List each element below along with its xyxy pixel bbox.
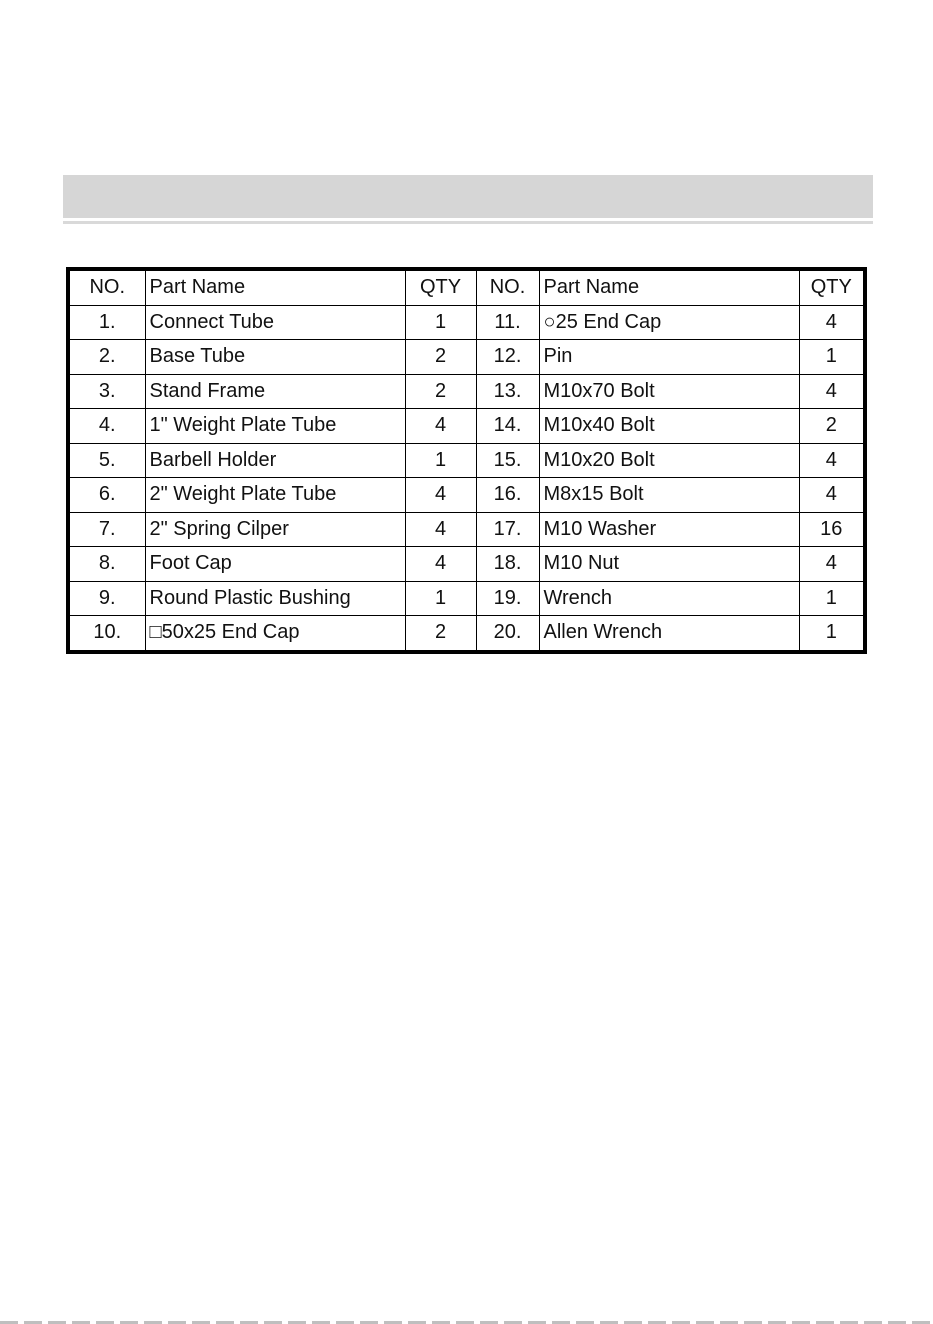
part-number: 5. bbox=[68, 443, 145, 478]
table-row bbox=[68, 340, 865, 375]
part-name: M10 Nut bbox=[539, 547, 799, 582]
part-name: 2" Spring Cilper bbox=[145, 512, 405, 547]
table-row bbox=[68, 478, 865, 513]
part-number: 14. bbox=[476, 409, 539, 444]
part-number: 11. bbox=[476, 305, 539, 340]
table-row bbox=[68, 443, 865, 478]
part-qty: 4 bbox=[405, 547, 476, 582]
part-number: 7. bbox=[68, 512, 145, 547]
header-part-name: Part Name bbox=[145, 269, 405, 305]
header-part-name-2: Part Name bbox=[539, 269, 799, 305]
part-number: 4. bbox=[68, 409, 145, 444]
part-qty: 2 bbox=[405, 340, 476, 375]
part-number: 18. bbox=[476, 547, 539, 582]
table-row bbox=[68, 547, 865, 582]
table-row bbox=[68, 409, 865, 444]
part-name: Foot Cap bbox=[145, 547, 405, 582]
part-qty: 1 bbox=[405, 581, 476, 616]
part-number: 1. bbox=[68, 305, 145, 340]
part-qty: 1 bbox=[799, 581, 865, 616]
part-qty: 2 bbox=[405, 374, 476, 409]
part-name: 2" Weight Plate Tube bbox=[145, 478, 405, 513]
part-name: Connect Tube bbox=[145, 305, 405, 340]
table-row bbox=[68, 512, 865, 547]
part-number: 16. bbox=[476, 478, 539, 513]
part-qty: 1 bbox=[799, 340, 865, 375]
table-header-row bbox=[68, 269, 865, 305]
part-qty: 2 bbox=[405, 616, 476, 652]
part-name: M10x40 Bolt bbox=[539, 409, 799, 444]
part-qty: 4 bbox=[799, 478, 865, 513]
table-row bbox=[68, 305, 865, 340]
part-number: 6. bbox=[68, 478, 145, 513]
part-qty: 4 bbox=[405, 409, 476, 444]
part-qty: 4 bbox=[405, 478, 476, 513]
part-name: Stand Frame bbox=[145, 374, 405, 409]
part-qty: 16 bbox=[799, 512, 865, 547]
header-no: NO. bbox=[68, 269, 145, 305]
part-number: 13. bbox=[476, 374, 539, 409]
parts-list-table bbox=[66, 267, 867, 654]
part-name: Base Tube bbox=[145, 340, 405, 375]
part-qty: 4 bbox=[799, 305, 865, 340]
part-name: Barbell Holder bbox=[145, 443, 405, 478]
part-number: 9. bbox=[68, 581, 145, 616]
header-qty: QTY bbox=[405, 269, 476, 305]
part-number: 8. bbox=[68, 547, 145, 582]
part-qty: 4 bbox=[405, 512, 476, 547]
section-header-rule bbox=[63, 221, 873, 224]
header-no-2: NO. bbox=[476, 269, 539, 305]
part-number: 20. bbox=[476, 616, 539, 652]
part-name: Allen Wrench bbox=[539, 616, 799, 652]
part-qty: 4 bbox=[799, 374, 865, 409]
part-name: ○25 End Cap bbox=[539, 305, 799, 340]
part-number: 19. bbox=[476, 581, 539, 616]
table-row bbox=[68, 374, 865, 409]
part-qty: 1 bbox=[405, 305, 476, 340]
part-name: Wrench bbox=[539, 581, 799, 616]
part-qty: 2 bbox=[799, 409, 865, 444]
part-qty: 1 bbox=[405, 443, 476, 478]
part-name: M8x15 Bolt bbox=[539, 478, 799, 513]
table-row bbox=[68, 616, 865, 652]
part-name: M10x70 Bolt bbox=[539, 374, 799, 409]
part-name: Round Plastic Bushing bbox=[145, 581, 405, 616]
part-number: 10. bbox=[68, 616, 145, 652]
part-qty: 1 bbox=[799, 616, 865, 652]
part-qty: 4 bbox=[799, 547, 865, 582]
part-name: □50x25 End Cap bbox=[145, 616, 405, 652]
part-name: 1" Weight Plate Tube bbox=[145, 409, 405, 444]
table-row bbox=[68, 581, 865, 616]
part-name: M10x20 Bolt bbox=[539, 443, 799, 478]
part-number: 12. bbox=[476, 340, 539, 375]
part-number: 3. bbox=[68, 374, 145, 409]
header-qty-2: QTY bbox=[799, 269, 865, 305]
part-qty: 4 bbox=[799, 443, 865, 478]
part-name: Pin bbox=[539, 340, 799, 375]
part-number: 15. bbox=[476, 443, 539, 478]
section-header-bar bbox=[63, 175, 873, 218]
part-name: M10 Washer bbox=[539, 512, 799, 547]
part-number: 17. bbox=[476, 512, 539, 547]
part-number: 2. bbox=[68, 340, 145, 375]
